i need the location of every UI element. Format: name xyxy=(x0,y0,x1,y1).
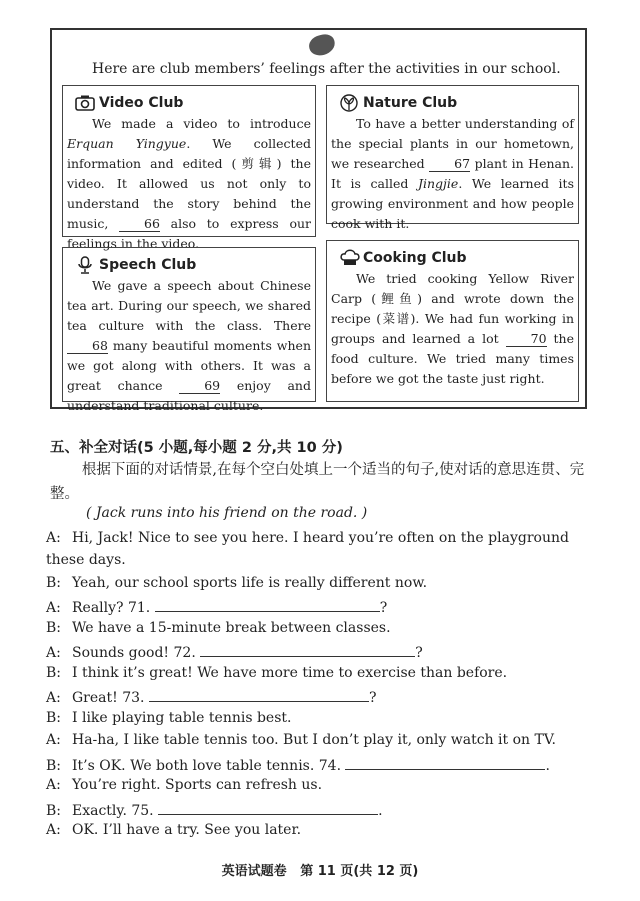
blank-70[interactable]: 70 xyxy=(506,332,547,347)
dialogue-line-5: A: Sounds good! 72. ? xyxy=(46,642,594,661)
answer-line-71[interactable] xyxy=(155,597,380,612)
cooking-club-title: Cooking Club xyxy=(363,250,467,266)
dialogue-line-10: B: It’s OK. We both love table tennis. 74. . xyxy=(46,755,594,774)
reading-passage-box xyxy=(50,28,587,413)
dialogue-line-7: A: Great! 73. ? xyxy=(46,687,594,706)
blank-69[interactable]: 69 xyxy=(179,379,220,394)
speech-club-panel xyxy=(62,247,316,413)
answer-line-73[interactable] xyxy=(149,687,369,702)
blank-67[interactable]: 67 xyxy=(429,157,470,172)
microphone-icon xyxy=(75,256,95,274)
cooking-club-text: We tried cooking Yellow River Carp (鲤鱼) and wrote down the recipe (菜谱). We had fun working in groups and learned a lot 70 the food culture. We tried many times before we got the taste just right. xyxy=(331,271,574,386)
blank-66[interactable]: 66 xyxy=(119,217,160,232)
stage-direction: ( Jack runs into his friend on the road. ) xyxy=(86,505,368,521)
chef-hat-icon xyxy=(339,249,359,267)
dialogue-line-9: A: Ha-ha, I like table tennis too. But I don’t play it, only watch it on TV. xyxy=(46,732,556,748)
dialogue-line-2: B: Yeah, our school sports life is really different now. xyxy=(46,575,428,591)
dialogue-line-8: B: I like playing table tennis best. xyxy=(46,710,292,726)
dialogue-line-12: B: Exactly. 75. . xyxy=(46,800,594,819)
video-club-title: Video Club xyxy=(99,95,184,111)
passage-intro: Here are club members’ feelings after the activities in our school. xyxy=(92,61,561,77)
dialogue-line-6: B: I think it’s great! We have more time to exercise than before. xyxy=(46,665,508,681)
section-heading: 五、补全对话(5 小题,每小题 2 分,共 10 分) xyxy=(50,440,343,456)
nature-club-title: Nature Club xyxy=(363,95,458,111)
dialogue-line-13: A: OK. I’ll have a try. See you later. xyxy=(46,822,302,838)
video-club-panel xyxy=(62,85,316,251)
speech-club-text: We gave a speech about Chinese tea art. During our speech, we shared tea culture with the class. There 68 many beautiful moments when we got along with others. It was a great chance 69 enjoy and understand traditional culture. xyxy=(67,278,311,413)
dialogue-line-1: A: Hi, Jack! Nice to see you here. I heard you’re often on the playground these days. xyxy=(46,530,569,568)
answer-line-74[interactable] xyxy=(345,755,545,770)
section-instruction: 根据下面的对话情景,在每个空白处填上一个适当的句子,使对话的意思连贯、完整。 xyxy=(50,462,585,502)
page-footer: 英语试题卷 第 11 页(共 12 页) xyxy=(221,864,419,879)
video-club-text: We made a video to introduce Erquan Yingyue. We collected information and edited (剪辑) the video. It allowed us not only to understand the story behind the music, 66 also to express our feelings in the video. xyxy=(67,116,311,251)
dialogue-line-4: B: We have a 15-minute break between classes. xyxy=(46,620,391,636)
dialogue-line-11: A: You’re right. Sports can refresh us. xyxy=(46,777,323,793)
ink-blot-mark xyxy=(307,32,337,58)
nature-club-panel xyxy=(326,85,579,231)
camera-icon xyxy=(75,94,95,112)
answer-line-75[interactable] xyxy=(158,800,378,815)
blank-68[interactable]: 68 xyxy=(67,339,108,354)
dialogue-line-3: A: Really? 71. ? xyxy=(46,597,594,616)
answer-line-72[interactable] xyxy=(200,642,415,657)
plant-icon xyxy=(339,94,359,112)
speech-club-title: Speech Club xyxy=(99,257,197,273)
nature-club-text: To have a better understanding of the special plants in our hometown, we researched 67 plant in Henan. It is called Jingjie. We learned its growing environment and how people cook with it. xyxy=(331,116,574,231)
cooking-club-panel xyxy=(326,240,579,402)
